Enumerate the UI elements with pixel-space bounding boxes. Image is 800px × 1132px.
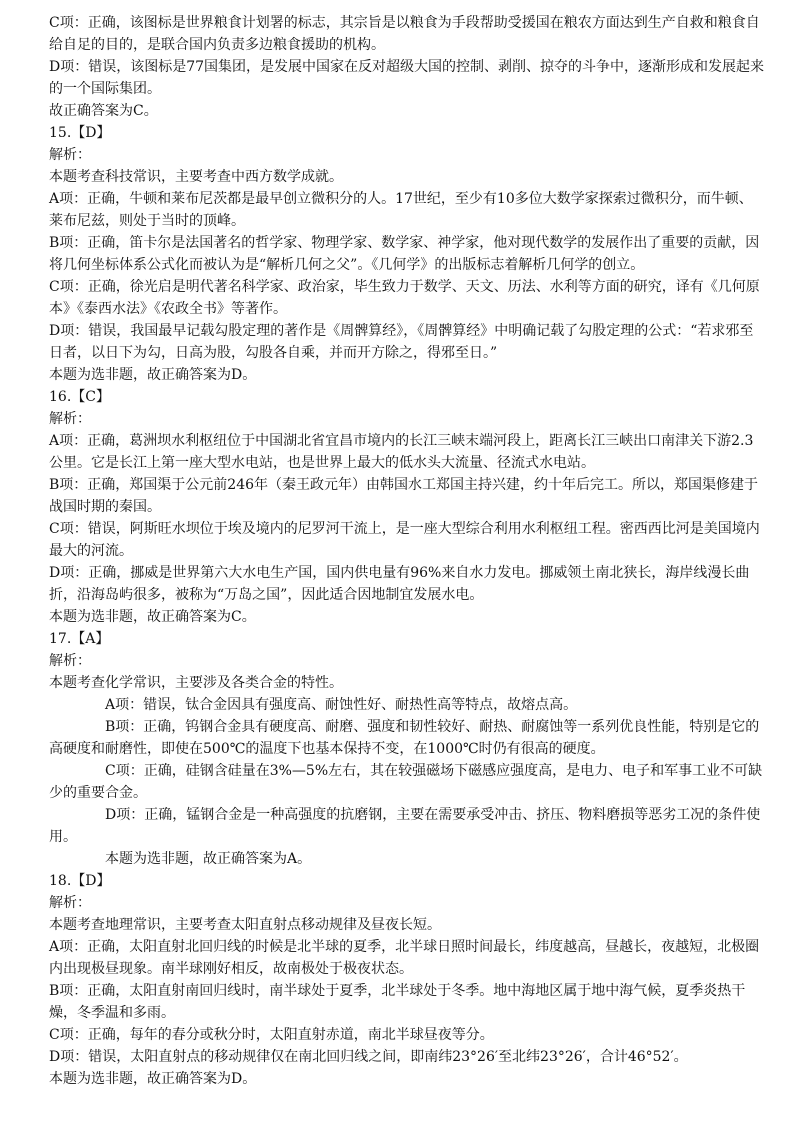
paragraph-q15-option-c: C项：正确，徐光启是明代著名科学家、政治家，毕生致力于数学、天文、历法、水利等方面的研究，译有《几何原本》《泰西水法》《农政全书》等著作。 bbox=[49, 279, 760, 317]
document-page bbox=[49, 12, 765, 1090]
paragraph-q17-option-a: A项：错误，钛合金因具有强度高、耐蚀性好、耐热性高等特点，故熔点高。 bbox=[105, 697, 578, 713]
paragraph-q17-intro: 本题考查化学常识，主要涉及各类合金的特性。 bbox=[49, 675, 343, 691]
paragraph-q15-option-b: B项：正确，笛卡尔是法国著名的哲学家、物理学家、数学家、神学家，他对现代数学的发展作出了重要的贡献，因将几何坐标体系公式化而被认为是“解析几何之父”。《几何学》的出版标志着解析几何学的创立。 bbox=[49, 235, 760, 273]
question-number-16: 16.【C】 bbox=[49, 389, 110, 405]
paragraph-q18-option-c: C项：正确，每年的春分或秋分时，太阳直射赤道，南北半球昼夜等分。 bbox=[49, 1027, 494, 1043]
analysis-label: 解析： bbox=[49, 895, 91, 911]
paragraph-q18-answer: 本题为选非题，故正确答案为D。 bbox=[49, 1071, 257, 1087]
paragraph-q18-option-d: D项：错误，太阳直射点的移动规律仅在南北回归线之间，即南纬23°26′至北纬23°26′，合计46°52′。 bbox=[49, 1049, 688, 1065]
paragraph-q14-answer: 故正确答案为C。 bbox=[49, 103, 158, 119]
paragraph-q17-option-b: B项：正确，钨钢合金具有硬度高、耐磨、强度和韧性较好、耐热、耐腐蚀等一系列优良性能，特别是它的高硬度和耐磨性，即使在500℃的温度下也基本保持不变，在1000℃时仍有很高的硬度。 bbox=[49, 719, 760, 757]
paragraph-q17-option-c: C项：正确，硅钢含硅量在3%—5%左右，其在较强磁场下磁感应强度高，是电力、电子和军事工业不可缺少的重要合金。 bbox=[49, 763, 763, 801]
analysis-label: 解析： bbox=[49, 147, 91, 163]
paragraph-q16-answer: 本题为选非题，故正确答案为C。 bbox=[49, 609, 256, 625]
question-number-15: 15.【D】 bbox=[49, 125, 111, 141]
paragraph-q16-option-c: C项：错误，阿斯旺水坝位于埃及境内的尼罗河干流上，是一座大型综合利用水利枢纽工程。密西西比河是美国境内最大的河流。 bbox=[49, 521, 760, 559]
analysis-label: 解析： bbox=[49, 411, 91, 427]
paragraph-q17-option-d: D项：正确，锰钢合金是一种高强度的抗磨钢，主要在需要承受冲击、挤压、物料磨损等恶劣工况的条件使用。 bbox=[49, 807, 761, 845]
paragraph-q18-intro: 本题考查地理常识，主要考查太阳直射点移动规律及昼夜长短。 bbox=[49, 917, 441, 933]
question-number-18: 18.【D】 bbox=[49, 873, 111, 889]
paragraph-q15-answer: 本题为选非题，故正确答案为D。 bbox=[49, 367, 257, 383]
paragraph-q18-option-b: B项：正确，太阳直射南回归线时，南半球处于夏季，北半球处于冬季。地中海地区属于地中海气候，夏季炎热干燥，冬季温和多雨。 bbox=[49, 983, 746, 1021]
paragraph-q16-option-a: A项：正确，葛洲坝水利枢纽位于中国湖北省宜昌市境内的长江三峡末端河段上，距离长江三峡出口南津关下游2.3公里。它是长江上第一座大型水电站，也是世界上最大的低水头大流量、径流式水电站。 bbox=[49, 433, 754, 471]
paragraph-q14-option-c: C项：正确，该图标是世界粮食计划署的标志，其宗旨是以粮食为手段帮助受援国在粮农方面达到生产自救和粮食自给自足的目的，是联合国内负责多边粮食援助的机构。 bbox=[49, 15, 760, 53]
paragraph-q18-option-a: A项：正确，太阳直射北回归线的时候是北半球的夏季，北半球日照时间最长，纬度越高，昼越长，夜越短，北极圈内出现极昼现象。南半球刚好相反，故南极处于极夜状态。 bbox=[49, 939, 760, 977]
paragraph-q15-intro: 本题考查科技常识，主要考查中西方数学成就。 bbox=[49, 169, 343, 185]
paragraph-q14-option-d: D项：错误，该图标是77国集团，是发展中国家在反对超级大国的控制、剥削、掠夺的斗争中，逐渐形成和发展起来的一个国际集团。 bbox=[49, 59, 765, 97]
paragraph-q16-option-d: D项：正确，挪威是世界第六大水电生产国，国内供电量有96%来自水力发电。挪威领土南北狭长，海岸线漫长曲折，沿海岛屿很多，被称为“万岛之国”，因此适合因地制宜发展水电。 bbox=[49, 565, 750, 603]
question-number-17: 17.【A】 bbox=[49, 631, 110, 647]
paragraph-q15-option-d: D项：错误，我国最早记载勾股定理的著作是《周髀算经》，《周髀算经》中明确记载了勾股定理的公式：“若求邪至日者，以日下为勾，日高为股，勾股各自乘，并而开方除之，得邪至日。” bbox=[49, 323, 754, 361]
analysis-label: 解析： bbox=[49, 653, 91, 669]
paragraph-q17-answer: 本题为选非题，故正确答案为A。 bbox=[105, 851, 312, 867]
paragraph-q16-option-b: B项：正确，郑国渠于公元前246年（秦王政元年）由韩国水工郑国主持兴建，约十年后完工。所以，郑国渠修建于战国时期的秦国。 bbox=[49, 477, 759, 515]
paragraph-q15-option-a: A项：正确，牛顿和莱布尼茨都是最早创立微积分的人。17世纪，至少有10多位大数学家探索过微积分，而牛顿、莱布尼兹，则处于当时的顶峰。 bbox=[49, 191, 753, 229]
